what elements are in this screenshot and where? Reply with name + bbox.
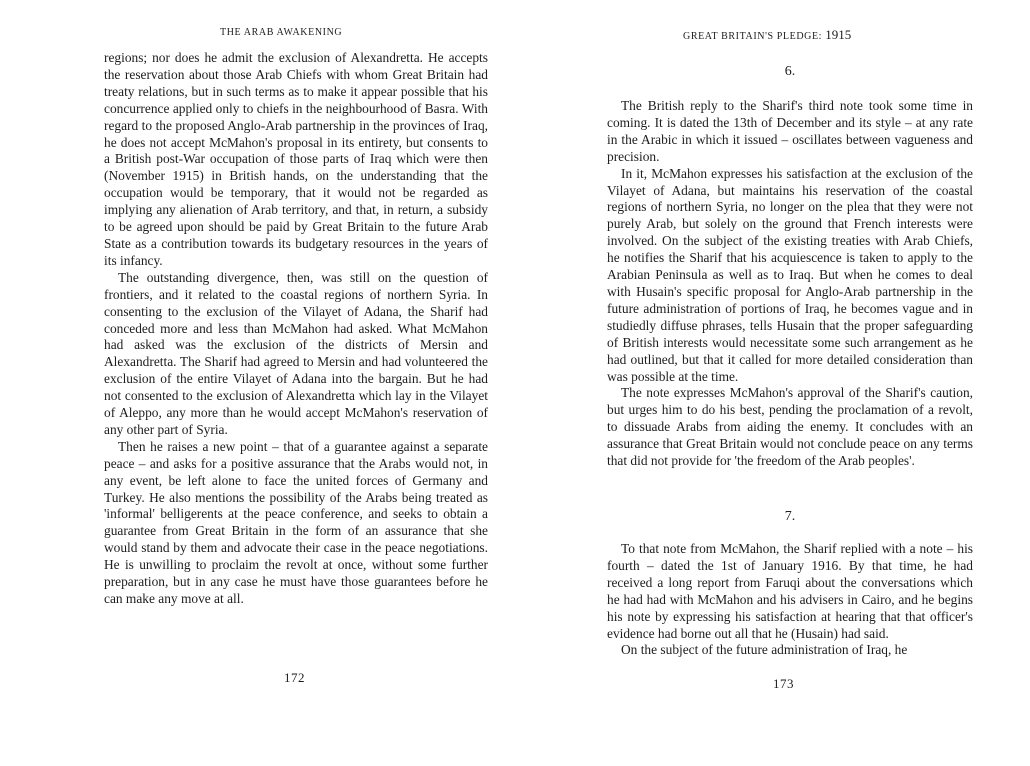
page-number: 172: [284, 670, 305, 685]
paragraph: The note expresses McMahon's approval of the Sharif's caution, but urges him to do his best, pending the proclamation of a revolt, to dissuade Arabs from aiding the enemy. It concludes with an assurance that Great Britain would not conclude peace on any terms that did not provide for 'the freedom of the Arab peoples'.: [607, 385, 973, 469]
left-page: [104, 0, 488, 766]
paragraph: On the subject of the future administration of Iraq, he: [621, 642, 908, 658]
paragraph: To that note from McMahon, the Sharif replied with a note – his fourth – dated the 1st of January 1916. By that time, he had received a long report from Faruqi about the conversations which he had had with McMahon and his advisers in Cairo, and he begins his note by expressing his satisfaction at hearing that that officer's evidence had borne out all that he (Husain) had said.: [607, 541, 973, 641]
running-head: [683, 27, 851, 43]
paragraph: In it, McMahon expresses his satisfaction at the exclusion of the Vilayet of Adana, but maintains his reservation of the coastal regions of northern Syria, no longer on the plea that they were not purely Arab, but solely on the ground that French interests were involved. On the subject of the existing treaties with Arab Chiefs, he notifies the Sharif that his acquiescence is taken to apply to the Arabian Peninsula as well as to Iraq. But when he comes to deal with Husain's specific proposal for Anglo-Arab partnership in the future administration of portions of Iraq, he becomes vague and in studiedly diffuse phrases, tells Husain that the proper safeguarding of British interests would necessitate some such arrangement as he had outlined, but that it called for more detailed consideration than was possible at the time.: [607, 165, 973, 384]
section-7-text: [607, 541, 973, 659]
right-page: [607, 0, 973, 766]
running-head: THE ARAB AWAKENING: [220, 27, 343, 38]
section-6-text: [607, 98, 973, 470]
section-number: 7.: [784, 509, 796, 524]
running-head-title: GREAT BRITAIN'S PLEDGE:: [683, 31, 823, 42]
page-number: 173: [773, 676, 794, 691]
running-head-year: 1915: [825, 27, 852, 42]
paragraph: regions; nor does he admit the exclusion of Alexandretta. He accepts the reservation about those Arab Chiefs with whom Great Britain had treaty relations, but in such terms as to make it appear possible that his concurrence applied only to chiefs in the neighbourhood of Basra. With regard to the proposed Anglo-Arab partnership in the provinces of Iraq, he does not accept McMahon's proposal in its entirety, but consents to a British post-War occupation of those parts of Iraq which were then (November 1915) in British hands, on the understanding that the occupation would be temporary, that it would not be regarded as implying any alienation of Arab territory, and that, in return, a subsidy to be agreed upon should be paid by Great Britain to the future Arab State as a contribution towards its budgetary resources in the years of its infancy.: [104, 50, 488, 268]
paragraph: Then he raises a new point – that of a guarantee against a separate peace – and asks for a positive assurance that the Arabs would not, in any event, be left alone to face the united forces of Germany and Turkey. He also mentions the possibility of the Arabs being treated as 'informal' belligerents at the peace conference, and seeks to obtain a guarantee from Great Britain in the form of an assurance that she would stand by them and advocate their case in the peace negotiations. He is unwilling to proclaim the revolt at once, without some further preparation, but in any case he must have those guarantees before he can make any move at all.: [104, 438, 488, 606]
paragraph: The British reply to the Sharif's third note took some time in coming. It is dated the 13th of December and its style – at any rate in the Arabic in which it issued – oscillates between vagueness and precision.: [607, 98, 973, 164]
left-page-text: [104, 50, 488, 608]
paragraph: The outstanding divergence, then, was still on the question of frontiers, and it related to the coastal regions of northern Syria. In consenting to the exclusion of the Vilayet of Adana, the Sharif had conceded more and less than McMahon had asked. What McMahon had asked was the exclusion of the districts of Mersin and Alexandretta. The Sharif had agreed to Mersin and had volunteered the exclusion of the entire Vilayet of Adana into the bargain. But he had not consented to the exclusion of Alexandretta which lay in the Vilayet of Aleppo, any more than he would accept McMahon's reservation of any other part of Syria.: [104, 269, 488, 437]
section-number: 6.: [784, 64, 796, 79]
